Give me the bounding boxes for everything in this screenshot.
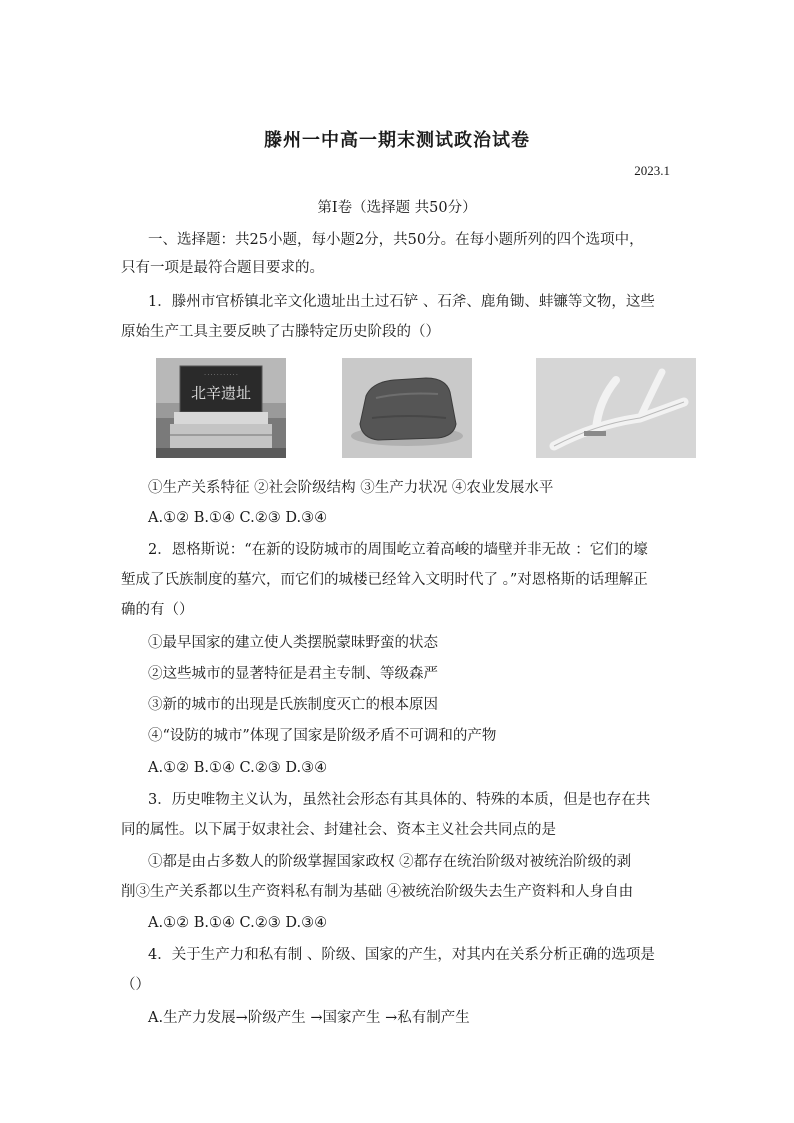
q3-stem-line-2: 同的属性。以下属于奴隶社会、封建社会、资本主义社会共同点的是 <box>121 822 556 838</box>
q1-photo-stele <box>156 358 286 458</box>
section-heading: 第Ⅰ卷（选择题 共50分） <box>317 200 477 216</box>
svg-text:· · · · · · · · · · ·: · · · · · · · · · · · <box>204 372 238 378</box>
stele-inscription: 北辛遗址 <box>190 384 252 402</box>
q1-photo-antler-hoe <box>536 358 696 458</box>
instructions-line-1: 一、选择题：共25小题，每小题2分，共50分。在每小题所列的四个选项中， <box>148 232 644 248</box>
q4-stem-line-1: 4．关于生产力和私有制 、阶级、国家的产生，对其内在关系分析正确的选项是 <box>148 947 655 963</box>
q2-option-1: ①最早国家的建立使人类摆脱蒙昧野蛮的状态 <box>148 635 438 651</box>
q4-stem-line-2: （） <box>121 977 150 993</box>
q4-option-a: A.生产力发展→阶级产生 →国家产生 →私有制产生 <box>148 1010 470 1026</box>
instructions-line-2: 只有一项是最符合题目要求的。 <box>121 260 324 276</box>
q3-option-line-1: ①都是由占多数人的阶级掌握国家政权 ②都存在统治阶级对被统治阶级的剥 <box>148 854 632 870</box>
q1-photo-stone-shovel <box>342 358 472 458</box>
q1-options: ①生产关系特征 ②社会阶级结构 ③生产力状况 ④农业发展水平 <box>148 480 554 496</box>
q1-stem-line-2: 原始生产工具主要反映了古滕特定历史阶段的（） <box>121 324 440 340</box>
q1-stem-line-1: 1．滕州市官桥镇北辛文化遗址出土过石铲 、石斧、鹿角锄、蚌镰等文物，这些 <box>148 294 655 310</box>
exam-date: 2023.1 <box>634 163 670 178</box>
q3-option-line-2: 削③生产关系都以生产资料私有制为基础 ④被统治阶级失去生产资料和人身自由 <box>121 884 634 900</box>
q2-stem-line-3: 确的有（） <box>121 602 194 618</box>
q2-choices: A.①② B.①④ C.②③ D.③④ <box>148 760 328 776</box>
q3-stem-line-1: 3．历史唯物主义认为，虽然社会形态有其具体的、特殊的本质，但是也存在共 <box>148 792 651 808</box>
q2-option-3: ③新的城市的出现是氏族制度灭亡的根本原因 <box>148 697 438 713</box>
q1-choices: A.①② B.①④ C.②③ D.③④ <box>148 510 328 526</box>
q2-option-4: ④“设防的城市”体现了国家是阶级矛盾不可调和的产物 <box>148 728 497 744</box>
q2-stem-line-1: 2．恩格斯说：“在新的设防城市的周围屹立着高峻的墙壁并非无故 ：它们的壕 <box>148 542 648 558</box>
exam-title: 滕州一中高一期末测试政治试卷 <box>264 130 530 151</box>
q2-option-2: ②这些城市的显著特征是君主专制、等级森严 <box>148 666 438 682</box>
q3-choices: A.①② B.①④ C.②③ D.③④ <box>148 915 328 931</box>
q2-stem-line-2: 堑成了氏族制度的墓穴，而它们的城楼已经耸入文明时代了 。”对恩格斯的话理解正 <box>121 572 648 588</box>
